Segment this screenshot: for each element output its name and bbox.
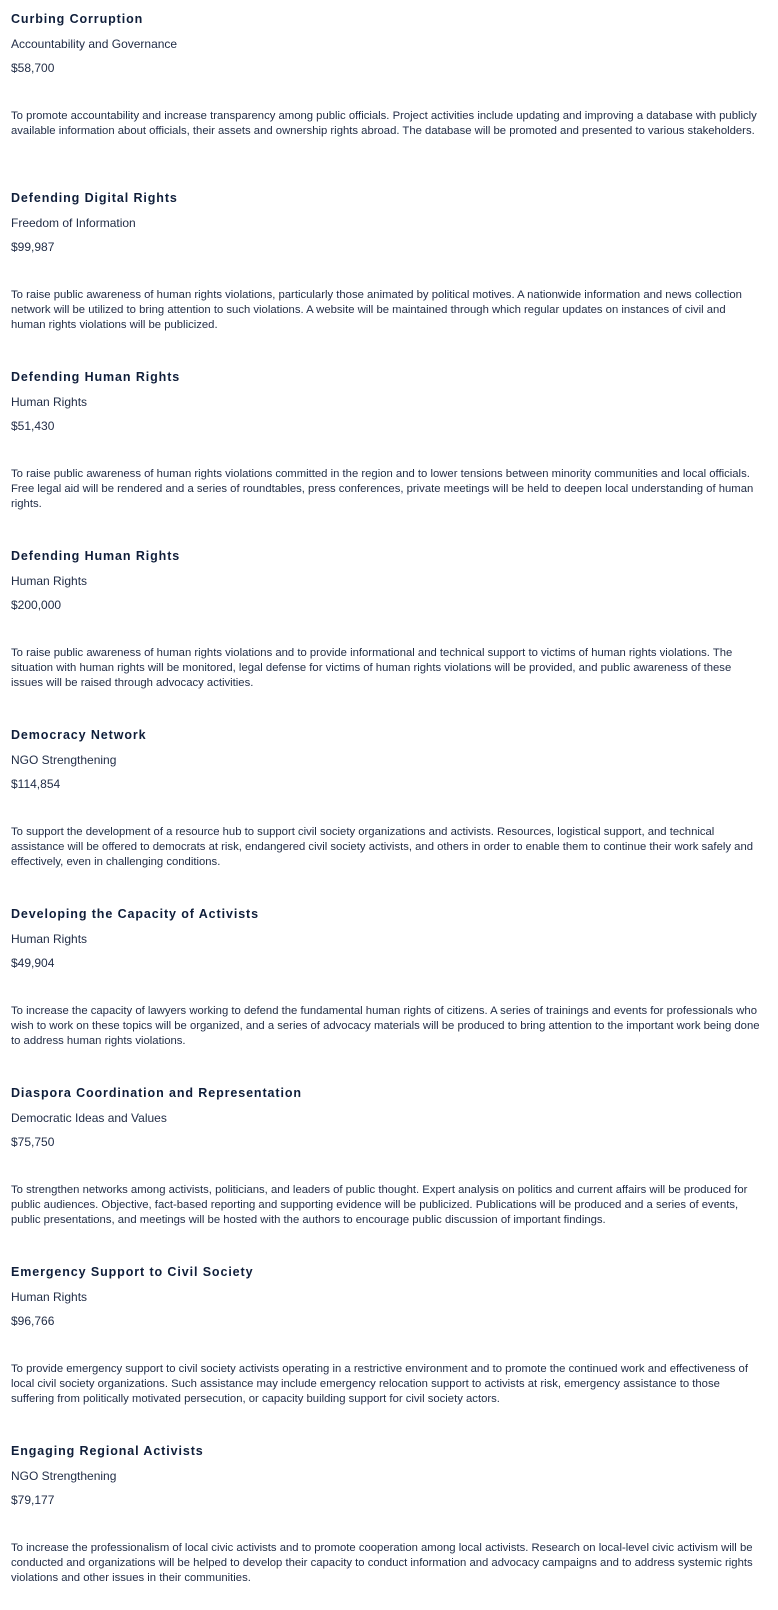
grant-title: Defending Human Rights (11, 370, 181, 384)
grant-amount: $99,987 (11, 240, 55, 254)
grant-description: To increase the capacity of lawyers working to defend the fundamental human rights of citizens. A series of trainings and events for professionals who wish to work on these topics will be organized, and a series of advocacy materials will be produced to bring attention to the important work being done to address human rights violations. (11, 1005, 760, 1047)
grant-title: Developing the Capacity of Activists (11, 907, 259, 921)
grant-category: NGO Strengthening (11, 1469, 117, 1483)
grant-title: Defending Human Rights (11, 549, 181, 563)
grant-description: To strengthen networks among activists, politicians, and leaders of public thought. Expert analysis on politics and current affairs will be produced for public audiences. Objective, fact-based reporting and supporting evidence will be publicized. Publications will be produced and a series of events, public presentations, and meetings will be hosted with the authors to encourage public discussion of important findings. (11, 1184, 748, 1226)
grant-entry (11, 537, 767, 715)
grant-description: To raise public awareness of human rights violations committed in the region and to lower tensions between minority communities and local officials. Free legal aid will be rendered and a series of roundtables, press conferences, private meetings will be held to deepen local understanding of human rights. (11, 468, 754, 510)
grant-entry (11, 358, 767, 536)
grant-title: Diaspora Coordination and Representation (11, 1086, 302, 1100)
grant-description: To support the development of a resource hub to support civil society organizations and activists. Resources, logistical support, and technical assistance will be offered to democrats at risk, endangered civil society activists, and others in order to enable them to continue their work safely and effectively, even in challenging conditions. (11, 826, 754, 868)
grant-amount: $49,904 (11, 956, 55, 970)
grant-amount: $114,854 (11, 777, 61, 791)
grant-category: Democratic Ideas and Values (11, 1111, 167, 1125)
grant-entry (11, 716, 767, 894)
grant-title: Curbing Corruption (11, 12, 144, 26)
grant-entry (11, 895, 767, 1073)
grant-title: Emergency Support to Civil Society (11, 1265, 254, 1279)
grant-description: To provide emergency support to civil society activists operating in a restrictive environment and to promote the continued work and effectiveness of local civil society organizations. Such assistance may include emergency relocation support to activists at risk, emergency assistance to those suffering from politically motivated persecution, or capacity building support for civil society actors. (11, 1363, 748, 1405)
grant-category: NGO Strengthening (11, 753, 117, 767)
grant-amount: $96,766 (11, 1314, 55, 1328)
grant-category: Human Rights (11, 1290, 88, 1304)
grant-entry (11, 1074, 767, 1252)
grant-amount: $58,700 (11, 61, 55, 75)
grant-amount: $79,177 (11, 1493, 55, 1507)
grant-description: To promote accountability and increase transparency among public officials. Project activities include updating and improving a database with publicly available information about officials, their assets and ownership rights abroad. The database will be promoted and presented to various stakeholders. (11, 110, 757, 137)
grant-amount: $51,430 (11, 419, 55, 433)
grant-amount: $75,750 (11, 1135, 55, 1149)
grant-entry (11, 1432, 767, 1610)
grant-description: To raise public awareness of human rights violations and to provide informational and technical support to victims of human rights violations. The situation with human rights will be monitored, legal defense for victims of human rights violations will be provided, and public awareness of these issues will be raised through advocacy activities. (11, 647, 733, 689)
grant-category: Human Rights (11, 574, 88, 588)
grant-title: Defending Digital Rights (11, 191, 178, 205)
grant-description: To raise public awareness of human rights violations, particularly those animated by political motives. A nationwide information and news collection network will be utilized to bring attention to such violations. A website will be maintained through which regular updates on instances of civil and human rights violations will be publicized. (11, 289, 742, 331)
grant-category: Freedom of Information (11, 216, 136, 230)
grant-title: Democracy Network (11, 728, 147, 742)
grant-entry (11, 179, 767, 357)
grant-title: Engaging Regional Activists (11, 1444, 204, 1458)
grant-entry (11, 0, 767, 178)
grant-amount: $200,000 (11, 598, 62, 612)
grant-category: Human Rights (11, 932, 88, 946)
grant-entry (11, 1253, 767, 1431)
grant-category: Human Rights (11, 395, 88, 409)
grant-category: Accountability and Governance (11, 37, 178, 51)
grant-description: To increase the professionalism of local civic activists and to promote cooperation among local activists. Research on local-level civic activism will be conducted and organizations will be helped to develop their capacity to conduct information and advocacy campaigns and to address systemic rights violations and other issues in their communities. (11, 1542, 753, 1584)
